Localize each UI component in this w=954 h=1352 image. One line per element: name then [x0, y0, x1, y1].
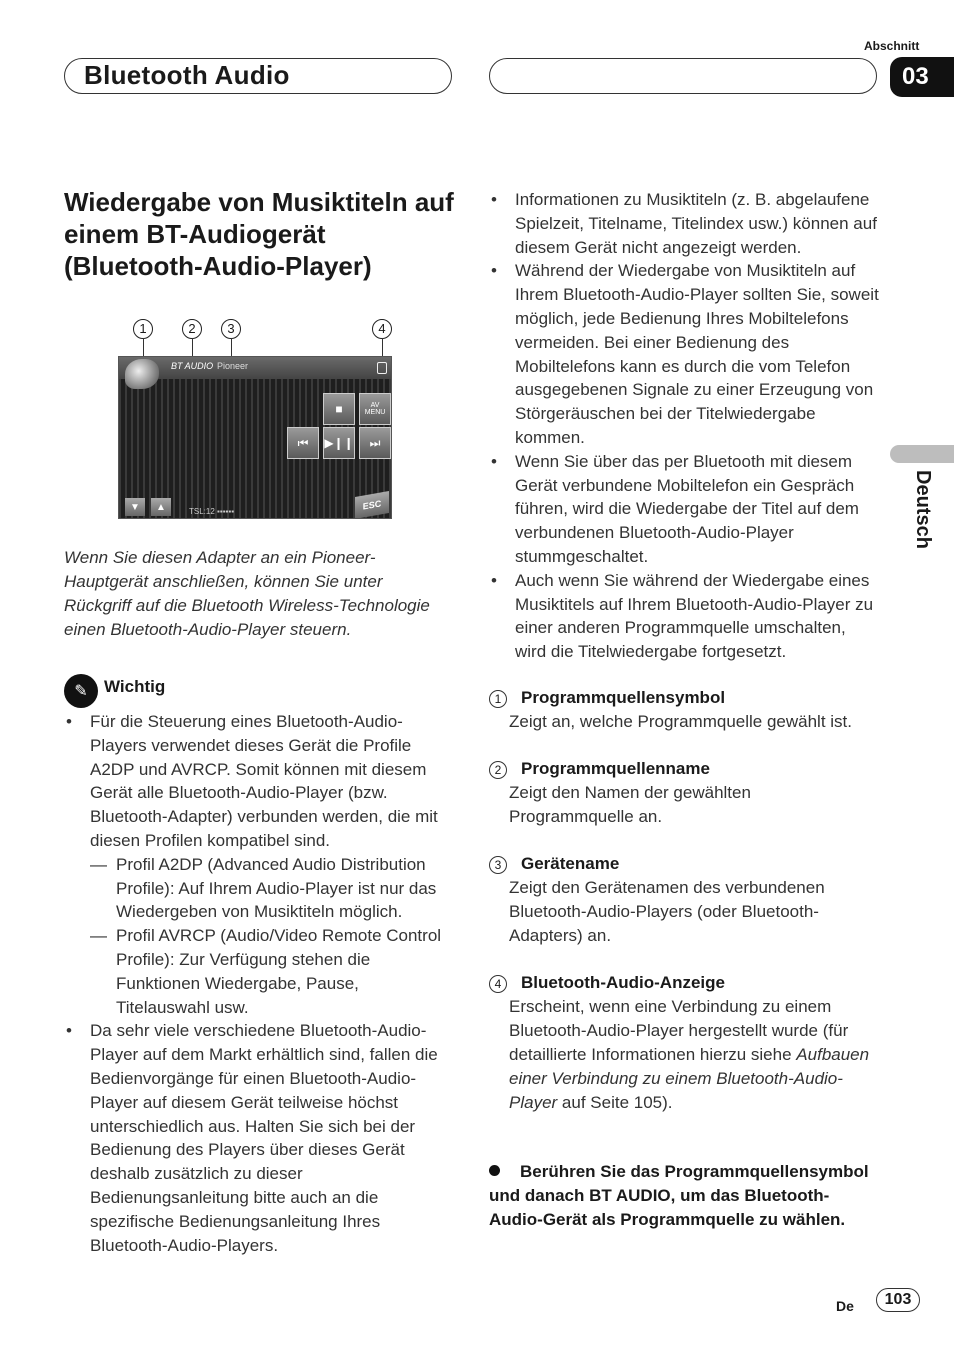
header-title: Bluetooth Audio: [84, 60, 290, 90]
callout-3: 3: [221, 318, 241, 339]
stop-button[interactable]: ■: [323, 393, 355, 425]
callout-2: 2: [182, 318, 202, 339]
intro-text: Wenn Sie diesen Adapter an ein Pioneer-Hauptgerät anschließen, können Sie unter Rückgriff auf die Bluetooth Wireless-Technologie einen Bluetooth-Audio-Player steuern.: [64, 548, 430, 639]
down-arrow-button[interactable]: ▼: [125, 498, 145, 516]
definition-number: 1: [489, 690, 507, 708]
list-item: • Auch wenn Sie während der Wiedergabe eines Musiktitels auf Ihrem Bluetooth-Audio-Player zu einer anderen Programmquelle umschalten, wird die Titelwiedergabe fortgesetzt.: [489, 569, 879, 664]
sub-list-item: — Profil AVRCP (Audio/Video Remote Control Profile): Zur Verfügung stehen die Funktionen Wiedergabe, Pause, Titelauswahl usw.: [90, 924, 454, 1019]
callout-definitions: [489, 686, 879, 1138]
screen-bottom-text: TSL:12 ▪▪▪▪▪▪: [189, 507, 235, 516]
screen-device-name: Pioneer: [217, 361, 249, 371]
screen-top-bar: [119, 357, 391, 379]
side-tab: [890, 445, 954, 463]
list-item: • Informationen zu Musiktiteln (z. B. abgelaufene Spielzeit, Titelname, Titelindex usw.) können auf diesem Gerät nicht angezeigt werden.: [489, 188, 879, 259]
definition-desc: Zeigt den Gerätenamen des verbundenen Bluetooth-Audio-Players (oder Bluetooth-Adapters) an.: [509, 878, 825, 945]
list-item: • Während der Wiedergabe von Musiktiteln auf Ihrem Bluetooth-Audio-Player sollten Sie, soweit möglich, jede Bedienung Ihres Mobiltelefons vermeiden. Bei einer Bedienung des Mobiltelefons kann es durch die vom Telefon ausgegebenen Signale zu einer Erzeugung von Störgeräuschen bei der Titelwiedergabe kommen.: [489, 259, 879, 449]
definition-term: Gerätename: [521, 854, 620, 873]
definition-number: 4: [489, 975, 507, 993]
definition-desc: Zeigt an, welche Programmquelle gewählt ist.: [509, 712, 852, 731]
sub-list: [90, 853, 454, 1020]
av-menu-button[interactable]: AV MENU: [359, 393, 391, 425]
list-item: • Wenn Sie über das per Bluetooth mit diesem Gerät verbundene Mobiltelefon ein Gespräch führen, wird die Wiedergabe der Titel auf dem verbundenen Bluetooth-Audio-Player stummgeschaltet.: [489, 450, 879, 569]
callout-4: 4: [372, 318, 392, 339]
definition-desc: Zeigt den Namen der gewählten Programmquelle an.: [509, 783, 751, 826]
previous-track-button[interactable]: ⏮: [287, 427, 319, 459]
list-item: • Für die Steuerung eines Bluetooth-Audio-Players verwendet dieses Gerät die Profile A2DP und AVRCP. Somit können mit diesem Gerät alle Bluetooth-Audio-Player (bzw. Bluetooth-Adapter) verbunden werden, die mit diesen Profilen kompatibel sind. — Profil A2DP (Advanced Audio Distribution Profile): Auf Ihrem Audio-Player ist nur das Wiedergeben von Musiktiteln möglich. — Profil AVRCP (Audio/Video Remote Control Profile): Zur Verfügung stehen die Funktionen Wiedergabe, Pause, Titelauswahl usw.: [64, 710, 454, 1019]
callout-1: 1: [133, 318, 153, 339]
source-icon[interactable]: [125, 359, 159, 389]
definition-4: [489, 971, 879, 1115]
up-arrow-button[interactable]: ▲: [151, 498, 171, 516]
cross-reference: Aufbauen einer Verbindung zu einem Bluetooth-Audio-Player: [509, 1045, 870, 1112]
footer-language: De: [836, 1298, 854, 1314]
esc-button[interactable]: ESC: [355, 491, 389, 519]
definition-3: [489, 852, 879, 948]
definition-number: 3: [489, 856, 507, 874]
definition-term: Programmquellensymbol: [521, 688, 726, 707]
definition-number: 2: [489, 761, 507, 779]
notes-list: [489, 188, 879, 664]
page-title: Wiedergabe von Musiktiteln auf einem BT-Audiogerät (Bluetooth-Audio-Player): [64, 187, 454, 281]
sub-list-item: — Profil A2DP (Advanced Audio Distribution Profile): Auf Ihrem Audio-Player ist nur das Wiedergeben von Musiktiteln möglich.: [90, 853, 454, 924]
page-number: 103: [876, 1288, 920, 1312]
definition-1: [489, 686, 879, 734]
important-label: Wichtig: [104, 677, 166, 696]
instruction-step: Berühren Sie das Programmquellensymbol und danach BT AUDIO, um das Bluetooth-Audio-Gerät als Programmquelle zu wählen.: [489, 1162, 869, 1229]
important-list: [64, 710, 454, 1257]
bt-audio-screen: [118, 356, 392, 519]
bluetooth-indicator-icon: [377, 362, 387, 374]
bullet-dot-icon: [489, 1165, 500, 1176]
side-language-label: Deutsch: [912, 470, 934, 549]
definition-2: [489, 757, 879, 829]
header-right-frame: [489, 58, 877, 94]
section-label: Abschnitt: [864, 39, 920, 53]
next-track-button[interactable]: ⏭: [359, 427, 391, 459]
definition-desc: Erscheint, wenn eine Verbindung zu einem Bluetooth-Audio-Player hergestellt wurde (für detaillierte Informationen hierzu siehe Aufbauen einer Verbindung zu einem Bluetooth-Audio-Player auf Seite 105).: [509, 997, 870, 1112]
screen-source-name: BT AUDIO: [171, 361, 214, 371]
play-pause-button[interactable]: ▶❙❙: [323, 427, 355, 459]
list-item: • Da sehr viele verschiedene Bluetooth-Audio-Player auf dem Markt erhältlich sind, fallen die Bedienvorgänge für einen Bluetooth-Audio-Player auf diesem Gerät teilweise höchst unterschiedlich aus. Halten Sie sich bei der Bedienung des Players über dieses Gerät deshalb zusätzlich zu dieser Bedienungsanleitung bitte auch an die spezifische Bedienungsanleitung Ihres Bluetooth-Audio-Players.: [64, 1019, 454, 1257]
section-number: 03: [890, 57, 954, 97]
definition-term: Bluetooth-Audio-Anzeige: [521, 973, 725, 992]
important-icon: ✎: [64, 674, 98, 708]
definition-term: Programmquellenname: [521, 759, 710, 778]
